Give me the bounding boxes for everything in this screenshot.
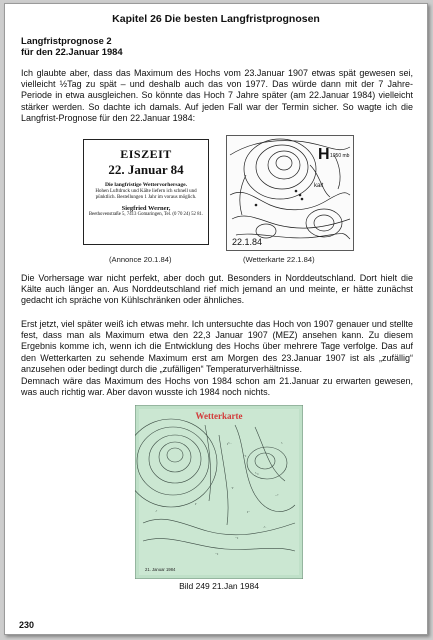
ad-address: Beethovenstraße 5, 7413 Gomaringen, Tel. (0 70 24) 52 81. [88, 211, 204, 217]
svg-text:··•: ··• [235, 536, 239, 540]
map-high-label: H [318, 146, 330, 163]
map-large-title: Wetterkarte [195, 411, 243, 421]
svg-text:··°: ··° [275, 494, 279, 498]
caption-weather-map-small: (Wetterkarte 22.1.84) [243, 255, 315, 264]
document-page [4, 3, 428, 635]
ad-headline: EISZEIT [120, 147, 172, 161]
paragraph-1: Ich glaubte aber, dass das Maximum des Hochs vom 23.Januar 1907 etwas spät gewesen sei, vielleicht ½Tag zu spät – und deshalb auch das von 1977. Das würde dann mit der 7 Jahre-Periode in etwa ausgleichen. So könnte das Hoch 7 Jahre später (am 22.Januar 1984) vielleicht stärker werden. So dachte ich damals. Auf jeden Fall war der Termin sicher. So wagte ich die Langfrist-Prognose für den 22.Januar 1984: [21, 68, 413, 123]
svg-text:··•: ··• [243, 454, 247, 458]
map-kalt-label: kalt [314, 183, 324, 189]
map-pressure-label: 1050 mb [330, 153, 350, 159]
svg-text:·°: ·° [155, 510, 158, 514]
subtitle-line-2: für den 22.Januar 1984 [21, 46, 123, 57]
svg-text:·°·: ·°· [263, 526, 267, 530]
svg-text:•··: •·· [247, 510, 251, 514]
caption-advertisement: (Annonce 20.1.84) [109, 255, 172, 264]
svg-text:°·•: °·• [255, 472, 259, 476]
newspaper-advertisement [83, 139, 209, 245]
ad-bold-text: Die langfristige Wettervorhersage. [104, 182, 188, 188]
section-subtitle [21, 35, 123, 57]
map-large-footer: 21. Januar 1984 [145, 567, 176, 572]
page-number: 230 [19, 620, 35, 630]
ad-name: Siegfried Werner, [121, 204, 171, 212]
svg-text:°·: °· [281, 442, 284, 446]
svg-text:·•·: ·•· [231, 486, 235, 490]
paragraph-2: Die Vorhersage war nicht perfekt, aber doch gut. Besonders in Norddeutschland. Dort hielt die Kälte auch länger an. Aus Norddeutschland rief mich jemand an und meinte, er hätte zunächst gedacht ich spräche von Kühlschränken oder ähnliches. [21, 273, 413, 306]
map-date-label: 22.1.84 [232, 237, 263, 247]
svg-text:•·: •· [195, 502, 198, 506]
weather-map-large [135, 405, 303, 579]
paragraph-4: Demnach wäre das Maximum des Hochs von 1984 schon am 21.Januar zu erwarten gewesen, was auch richtig war. Aber davon wusste ich 1984 noch nichts. [21, 376, 413, 398]
subtitle-line-1: Langfristprognose 2 [21, 35, 112, 46]
chapter-title: Kapitel 26 Die besten Langfristprognosen [112, 13, 320, 25]
paragraph-3: Erst jetzt, viel später weiß ich etwas mehr. Ich untersuchte das Hoch von 1907 genauer und stellte fest, dass man als Maximum etwa den 22,3 Januar 1907 (MEZ) ansehen kann. Zu diesem Ergebnis komme ich, wenn ich die Entwicklung des Hochs über mehrere Tage verfolge. Das auf den Wetterkarten zu sehende Maximum erst am Morgen des 23.Januar 1907 ist als „zufällig“ anzusehen oder bedingt durch die „zufälligen“ Temperaturverhältnisse. [21, 319, 413, 374]
ad-body-text: Hohen Luftdruck und Kälte liefern ich schnell und pünktlich. Bestellungen 1 Jahr im voraus möglich. [95, 188, 197, 200]
caption-weather-map-large: Bild 249 21.Jan 1984 [179, 581, 259, 591]
ad-date: 22. Januar 84 [108, 162, 184, 177]
svg-text:··•: ··• [215, 552, 219, 556]
svg-text:•°··: •°·· [227, 442, 232, 446]
weather-map-small [226, 135, 354, 251]
